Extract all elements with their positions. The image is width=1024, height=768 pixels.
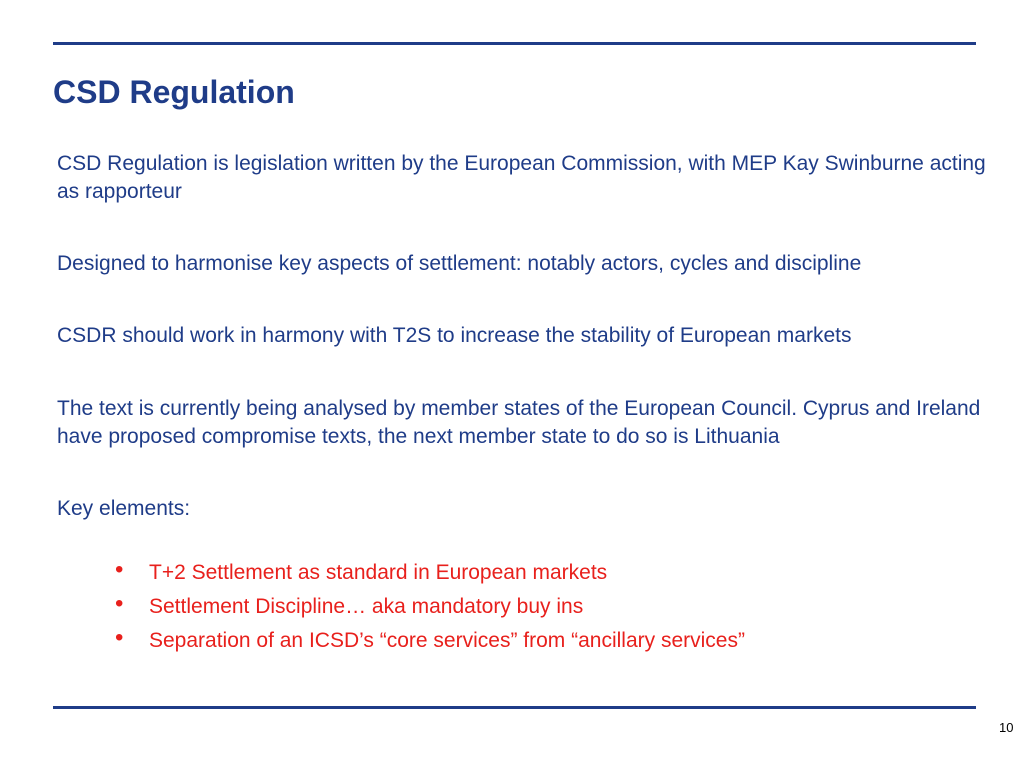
paragraph-purpose: Designed to harmonise key aspects of settlement: notably actors, cycles and discipline <box>57 252 862 275</box>
key-elements-heading: Key elements: <box>57 497 191 520</box>
slide-title: CSD Regulation <box>53 74 295 110</box>
list-item-text: Separation of an ICSD’s “core services” from “ancillary services” <box>149 629 745 652</box>
paragraph-status: The text is currently being analysed by member states of the European Council. Cyprus and Ireland have proposed compromise texts, the next member state to do so is Lithuania <box>57 397 981 448</box>
bottom-divider <box>53 706 976 709</box>
top-divider <box>53 42 976 45</box>
bullet-icon: • <box>115 624 124 651</box>
list-item-text: Settlement Discipline… aka mandatory buy ins <box>149 595 584 618</box>
paragraph-t2s: CSDR should work in harmony with T2S to increase the stability of European markets <box>57 324 852 347</box>
list-item-text: T+2 Settlement as standard in European markets <box>149 561 608 584</box>
page-number: 10 <box>999 720 1014 735</box>
paragraph-legislation: CSD Regulation is legislation written by the European Commission, with MEP Kay Swinburne acting as rapporteur <box>57 152 986 203</box>
bullet-icon: • <box>115 590 124 617</box>
bullet-icon: • <box>115 556 124 583</box>
